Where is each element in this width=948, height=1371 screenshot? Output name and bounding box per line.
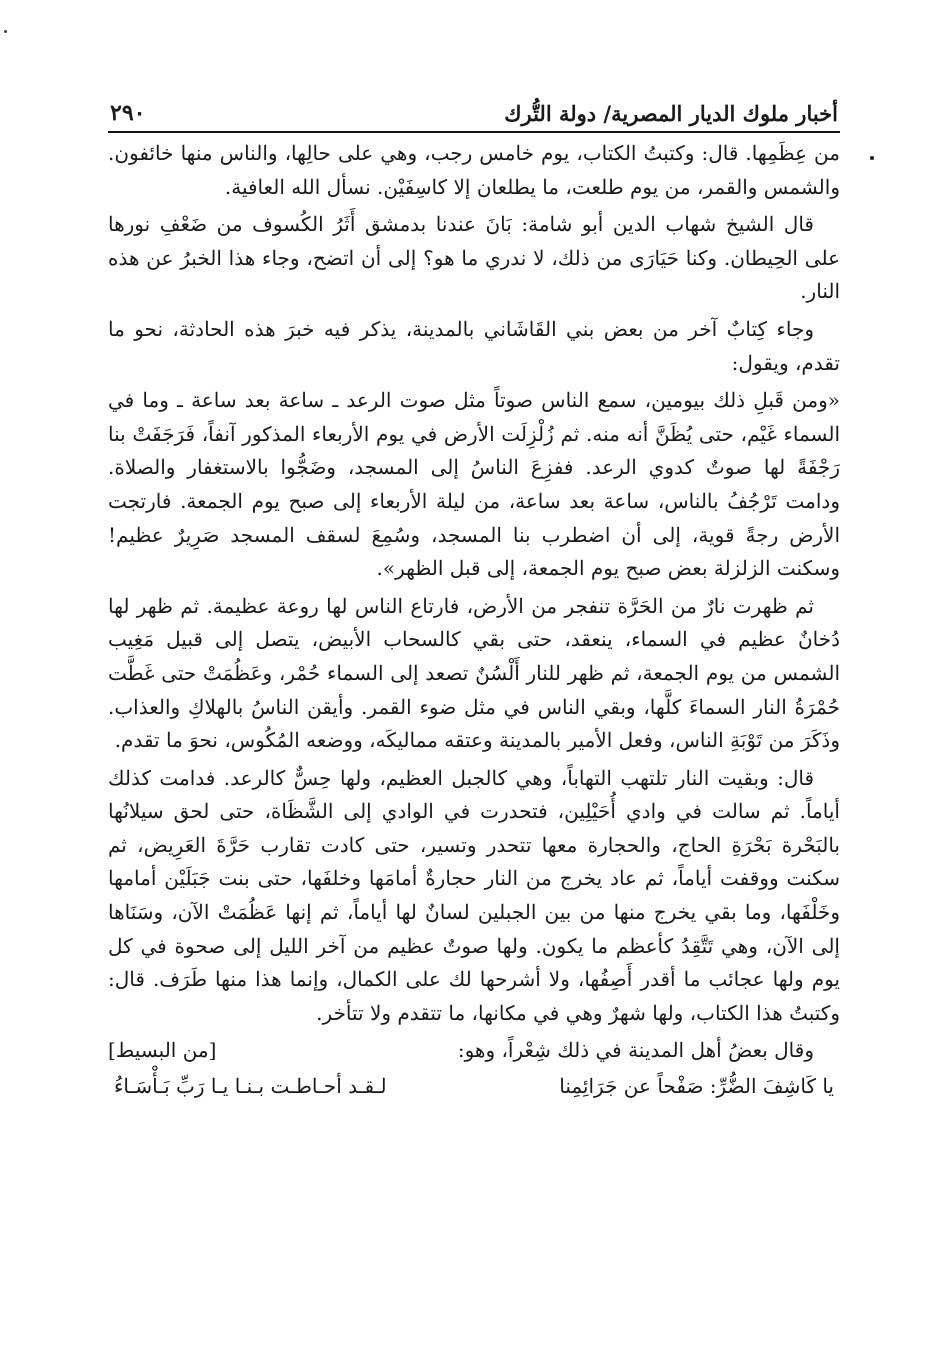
header-rule <box>108 131 840 133</box>
paragraph-6: قال: وبقيت النار تلتهب التهاباً، وهي كالجبل العظيم، ولها حِسٌّ كالرعد. فدامت كذلك أياماً. ثم سالت في وادي أُحَيْلِين، فتحدرت في الوادي إلى الشَّظَاة، حتى لحق سيلانُها بالبَحْرة بَحْرَةِ الحاج، والحجارة معها تتحدر وتسير، حتى كادت تقارب حَرَّةَ العَرِيض، ثم سكنت ووقفت أياماً، ثم عاد يخرج من النار حجارةٌ أمامَها وخلفَها، حتى بنت جَبَلَيْن أمامها وخَلْفَها، وما بقي يخرج منها من بين الجبلين لسانٌ لها أياماً، ثم إنها عَظُمَتْ الآن، وسَنَاها إلى الآن، وهي تَتَّقِدُ كأعظم ما يكون. ولها صوتٌ عظيم من آخر الليل إلى صحوة في كل يوم ولها عجائب ما أقدر أَصِفُها، ولا أشرحها لك على الكمال، وإنما هذا منها طَرَف. قال: وكتبتُ هذا الكتاب، ولها شهرٌ وهي في مكانها، ما تتقدم ولا تتأخر. <box>108 765 840 1025</box>
paragraph-4: «ومن قَبلِ ذلك بيومين، سمع الناس صوتاً مثل صوت الرعد ـ ساعة بعد ساعة ـ وما في السماء غَيْم، حتى يُظَنَّ أنه منه. ثم زُلْزِلَت الأرض في يوم الأربعاء المذكور آنفاً، فَرَجَفَتْ بنا رَجْفَةً لها صوتٌ كدوي الرعد. ففزِعَ الناسُ إلى المسجد، وضَجُّوا بالاستغفار والصلاة. ودامت تَرْجُفُ بالناس، ساعة بعد ساعة، من ليلة الأربعاء إلى صبح يوم الجمعة. فارتجت الأرض رجةً قوية، إلى أن اضطرب بنا المسجد، وسُمِعَ لسقف المسجد صَرِيرٌ عظيم! وسكنت الزلزلة بعض صبح يوم الجمعة، إلى قبل الظهر». <box>108 388 841 581</box>
running-title: أخبار ملوك الديار المصرية/ دولة التُّرك <box>504 101 838 126</box>
page-header <box>110 86 838 126</box>
verse-line <box>108 1070 840 1104</box>
verse-meter: [من البسيط] <box>108 1038 217 1063</box>
verse-intro-text: وقال بعضُ أهل المدينة في ذلك شِعْراً، وهو: <box>457 1038 814 1063</box>
paragraph-2: قال الشيخ شهاب الدين أبو شامة: بَانَ عندنا بدمشق أَثَرُ الكُسوف من ضَعْفِ نورها على الحِيطان. وكنا حَيَارَى من ذلك، لا ندري ما هو؟ إلى أن اتضح، وجاء هذا الخبرُ عن هذه النار. <box>108 212 840 304</box>
verse-second-hemistich: لـقـد أحـاطـت بـنـا يـا رَبِّ بَـأْسَـاءُ <box>114 1074 387 1099</box>
paragraph-1: من عِظَمِها. قال: وكتبتُ الكتاب، يوم خامس رجب، وهي على حالِها، والناس منها خائفون. والشمس والقمر، من يوم طلعت، ما يطلعان إلا كاسِفَيْن. نسأل الله العافية. <box>108 141 840 199</box>
verse-first-hemistich: يا كَاشِفَ الضُّرِّ: صَفْحاً عن جَرَائِمِنا <box>559 1074 834 1099</box>
body-text <box>108 137 840 1104</box>
margin-mark <box>870 156 874 160</box>
page-number: ٢٩٠ <box>110 100 146 126</box>
paragraph-3: وجاء كِتابٌ آخر من بعض بني القَاشَاني بالمدينة، يذكر فيه خبرَ هذه الحادثة، نحو ما تقدم، ويقول: <box>108 316 840 375</box>
scan-speck <box>4 30 7 33</box>
paragraph-5: ثم ظهرت نارٌ من الحَرَّة تنفجر من الأرض، فارتاع الناس لها روعة عظيمة. ثم ظهر لها دُخانٌ عظيم في السماء، ينعقد، حتى بقي كالسحاب الأبيض، يتصل إلى قبيل مَغِيب الشمس من يوم الجمعة، ثم ظهر للنار أَلْسُنٌ تصعد إلى السماء حُمْر، وعَظُمَتْ حتى غَطَّت حُمْرَةُ النار السماءَ كلَّها، وبقي الناس في مثل ضوء القمر. وأيقن الناسُ بالهلاكِ والعذاب. وذَكَرَ من تَوْبَةِ الناس، وفعل الأمير بالمدينة وعتقه مماليكَه، ووضعه المُكُوس، نحوَ ما تقدم. <box>108 593 840 753</box>
verse-intro <box>108 1034 840 1068</box>
